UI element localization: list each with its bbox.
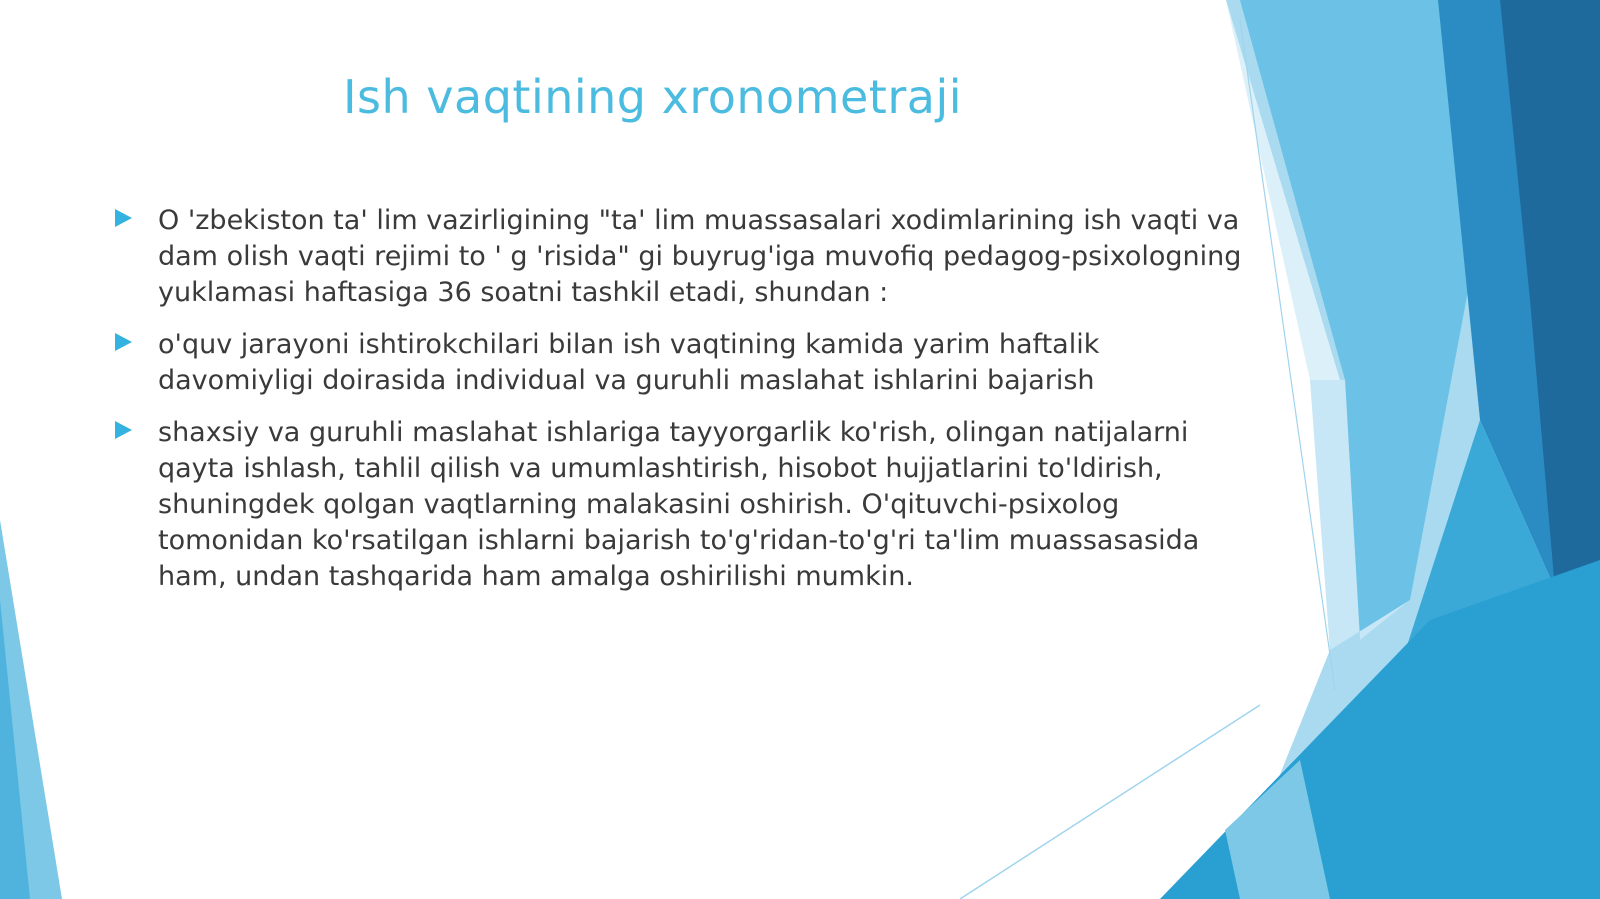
- slide-title: Ish vaqtining xronometraji: [342, 70, 963, 124]
- triangle-bullet-icon: [115, 421, 132, 439]
- bullet-list: [115, 203, 1245, 611]
- triangle-bullet-icon: [115, 209, 132, 227]
- bullet-item: [115, 327, 1245, 399]
- bullet-text: shaxsiy va guruhli maslahat ishlariga tayyorgarlik ko'rish, olingan natijalarni qayta ishlash, tahlil qilish va umumlashtirish, hisobot hujjatlarini to'ldirish, shuningdek qolgan vaqtlarning malakasini oshirish. O'qituvchi-psixolog tomonidan ko'rsatilgan ishlarni bajarish to'g'ridan-to'g'ri ta'lim muassasasida ham, undan tashqarida ham amalga oshirilishi mumkin.: [158, 417, 1200, 592]
- triangle-bullet-icon: [115, 333, 132, 351]
- bullet-text: o'quv jarayoni ishtirokchilari bilan ish vaqtining kamida yarim haftalik davomiyligi doirasida individual va guruhli maslahat ishlarini bajarish: [158, 329, 1100, 396]
- bullet-text: O 'zbekiston ta' lim vazirligining "ta' lim muassasalari xodimlarining ish vaqti va dam olish vaqti rejimi to ' g 'risida" gi buyrug'iga muvofiq pedagog-psixologning yuklamasi haftasiga 36 soatni tashkil etadi, shundan :: [158, 205, 1242, 308]
- bullet-item: [115, 415, 1245, 595]
- bullet-item: [115, 203, 1245, 311]
